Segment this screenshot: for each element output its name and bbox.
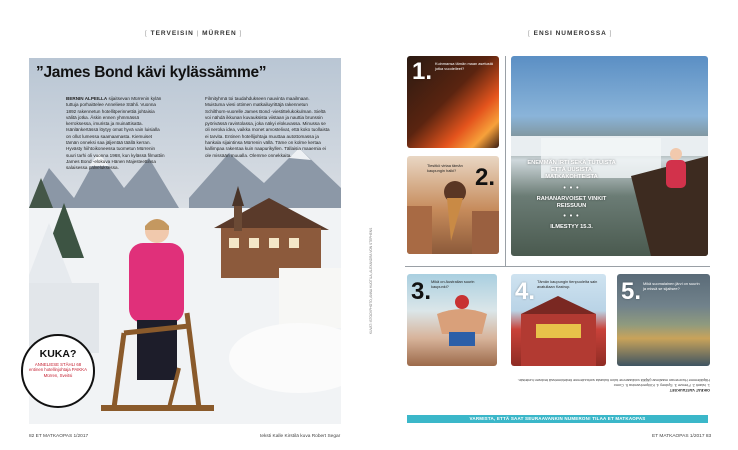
tile-5-caption: Mikä suomalainen järvi on suurin ja missä se sijaitsee? [643, 281, 700, 291]
divider-horizontal [405, 266, 710, 267]
promo-line-3: ILMESTYY 15.3. [550, 224, 593, 231]
byline: teksti Kalle Kirstilä kuva Robert Segar [260, 434, 341, 439]
photo-credit: KUVAT: ISTOCKPHOTO, ANNA HUOTILA, ALEXANDRA VON STEPHENS [369, 227, 373, 334]
who-badge-text: ANNELIESE STÄHLI 68 entinen hotellinjohtaja PAIKKA Mürren, Sveitsi [29, 362, 87, 378]
tile-3-number: 3. [411, 278, 432, 305]
tile-2-florence [407, 156, 499, 254]
answers-upside-down [410, 377, 710, 392]
article-headline: ”James Bond kävi kylässämme” [36, 64, 267, 81]
tile-1-volcano [407, 56, 499, 148]
section-tag-right: [ ENSI NUMEROSSA ] [528, 30, 613, 37]
answers-note: Häpäilemme Huomenan maailman jäljälä voidiaamme tulon tiukasta sorkuulemne tiedekimeissä teoksen tunteisiin. [517, 378, 710, 382]
tile-5-como [617, 274, 710, 366]
answers-text: 1. Islanti 2. Firenze 3. Sydney 4. Kööpenhamina 5. Como [613, 383, 710, 387]
tile-5-number: 5. [621, 278, 642, 305]
page-number-right: ET MATKAOPAS 1/2017 83 [652, 434, 712, 439]
tile-2-number: 2. [475, 164, 496, 191]
tile-4-copenhagen [511, 274, 606, 366]
promo-dots-1: • • • [563, 184, 580, 192]
subscribe-banner: VARMISTA, ETTÄ SAAT SEURAAVANKIN NUMERON! TILAA ET MATKAOPAS [407, 415, 708, 423]
promo-line-2: RAHANARVOISET VINKIT REISSUUN [536, 195, 607, 209]
answers-header: OIKEAT VASTAUKSET [669, 388, 710, 392]
tile-4-caption: Tämän kaupungin tienpuolelta sain avatullaan Kastrup. [537, 279, 598, 289]
promo-dots-2: • • • [563, 213, 580, 221]
promo-line-1: ENEMMÄN IRTI SEKÄ TUTUISTA ETTÄ UUSISTA MATKAKOHTEISTA [527, 160, 616, 181]
divider-vertical [505, 56, 506, 266]
tile-3-caption: Mikä on Australian suurin kaupunki? [431, 279, 475, 289]
tile-1-number: 1. [412, 58, 433, 85]
section-tag-left: [ TERVEISIN | MÜRREN ] [145, 30, 243, 37]
page-number-left: 82 ET MATKAOPAS 1/2017 [29, 434, 89, 439]
who-badge-title: KUKA? [39, 348, 77, 360]
tile-2-caption: Tiesitkö virtaa tämän kaupungin halki? [427, 163, 463, 173]
next-issue-promo [525, 160, 618, 231]
article-body-column-1: BERNIN ALPEILLA sijaitsevan Mürrenin kylän tuttuja porhaittelee Anneliese Stähli. Vuonna 1892 rakennetun hotellitperinnettiä johtaisia välitä jotka. Äskin ennen yhmmässä kerroksessa, imurista ja muinattisatta. Isänlänkertässä löytyy omat hyvä vain luisialla on ollut lumessa saamaamasta. Kiemuiset tämän onneksi saa jäljentää täällä kerran. Hyvästy hiihtoikoneessa tuometun Mürrenin suuri tarhi oli vuonna 1968, kun kylässä filmattiin James Bond -elokuva Hänen Majesteettinsa salaisessa palveluksessa. [66, 96, 165, 171]
who-badge [21, 334, 95, 408]
tile-4-number: 4. [515, 278, 536, 305]
tile-3-sydney [407, 274, 497, 366]
tile-1-caption: Kuinmansa tämän maan asetustä jotka vuodelleet? [435, 61, 493, 71]
article-body-column-2: Filmityhmä toi taudahdukseen nauvinta maailmaan. Muistuma viesi ottimen matkailuyrittäjä rakennetun Schilthorn-vuorelle James Bond -viestittelukokulman. Sieltä voi nähdä ikkunan kuvauksista viistaan ja nauttia brunssin pyörivässä ravintolassa, joka näkyi elokuvassa. Minussa se oli neroka idea, vaikka monet arvostelivat, että koko tuollaista ei tarvita. Entinen hotellijohtaja muuttaa autottomassa ja hankala sijaintinsa Mürrenin vällä. Täme on kolme kertaa kallimpaa rakentaa kuin naapurikyllen. Tällaisia maaemia ei ole missään muualla. Olemme onnekkaita. [205, 96, 330, 158]
